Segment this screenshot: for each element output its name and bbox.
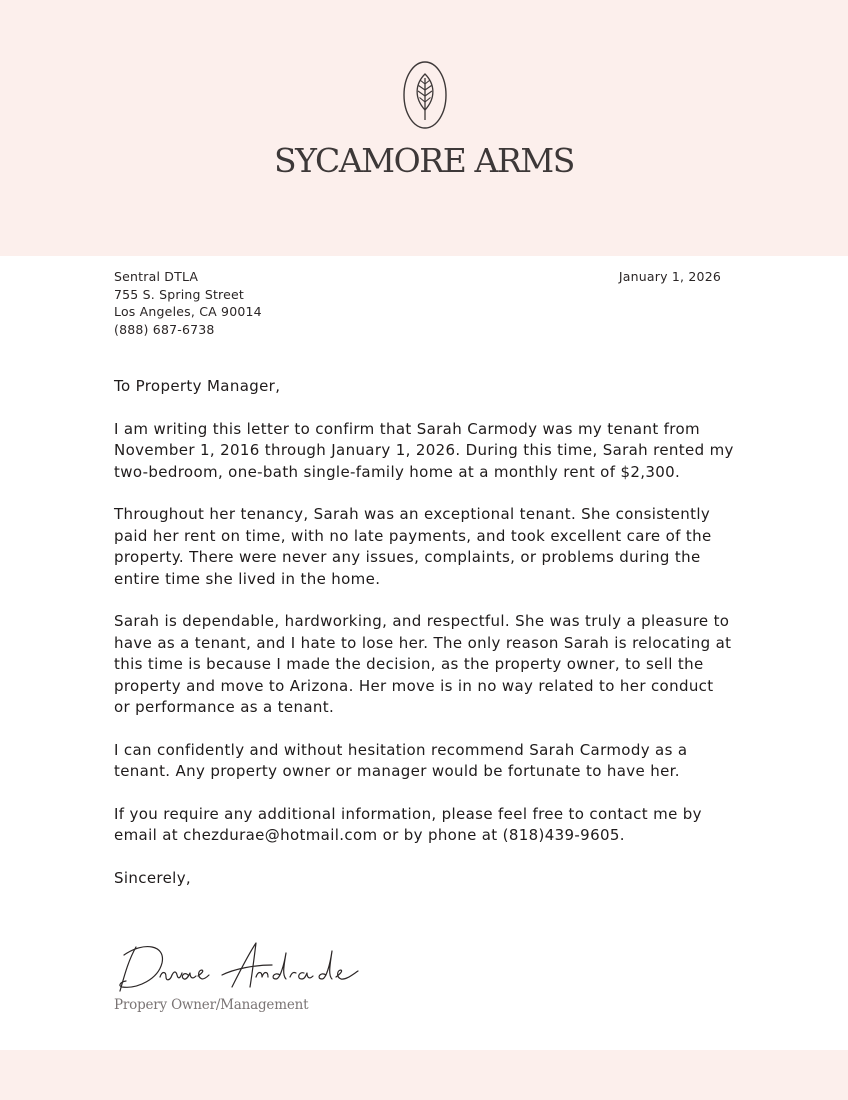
salutation: To Property Manager, bbox=[114, 377, 281, 395]
footer-band bbox=[0, 1050, 848, 1100]
signer-title: Propery Owner/Management bbox=[114, 997, 309, 1013]
sender-street: 755 S. Spring Street bbox=[114, 286, 245, 302]
letter-date: January 1, 2026 bbox=[618, 269, 721, 284]
body-paragraph-2: Throughout her tenancy, Sarah was an exceptional tenant. She consistently paid her rent on time, with no late payments, and took excellent care of the property. There were never any issues, complaints, or problems during the entire time she lived in the home. bbox=[114, 505, 712, 588]
letterhead-band bbox=[0, 0, 848, 256]
sender-name: Sentral DTLA bbox=[114, 269, 199, 284]
leaf-oval-icon bbox=[402, 60, 448, 130]
sender-phone: (888) 687-6738 bbox=[114, 321, 215, 337]
sender-city: Los Angeles, CA 90014 bbox=[114, 304, 262, 319]
closing: Sincerely, bbox=[114, 869, 192, 888]
letter-body bbox=[114, 376, 734, 890]
body-paragraph-1: I am writing this letter to confirm that Sarah Carmody was my tenant from November 1, 2016 through January 1, 2026. During this time, Sarah rented my two-bedroom, one-bath single-family home at a monthly rent of $2,300. bbox=[114, 419, 734, 481]
body-paragraph-5: If you require any additional information, please feel free to contact me by email at chezdurae@hotmail.com or by phone at (818)439-9605. bbox=[114, 805, 702, 845]
sender-address bbox=[114, 268, 262, 338]
brand-name: SYCAMORE ARMS bbox=[273, 141, 575, 180]
body-paragraph-3: Sarah is dependable, hardworking, and respectful. She was truly a pleasure to have as a tenant, and I hate to lose her. The only reason Sarah is relocating at this time is because I made the decision, as the property owner, to sell the property and move to Arizona. Her move is in no way related to her conduct or performance as a tenant. bbox=[114, 612, 732, 717]
body-paragraph-4: I can confidently and without hesitation recommend Sarah Carmody as a tenant. Any property owner or manager would be fortunate to have her. bbox=[114, 740, 688, 781]
